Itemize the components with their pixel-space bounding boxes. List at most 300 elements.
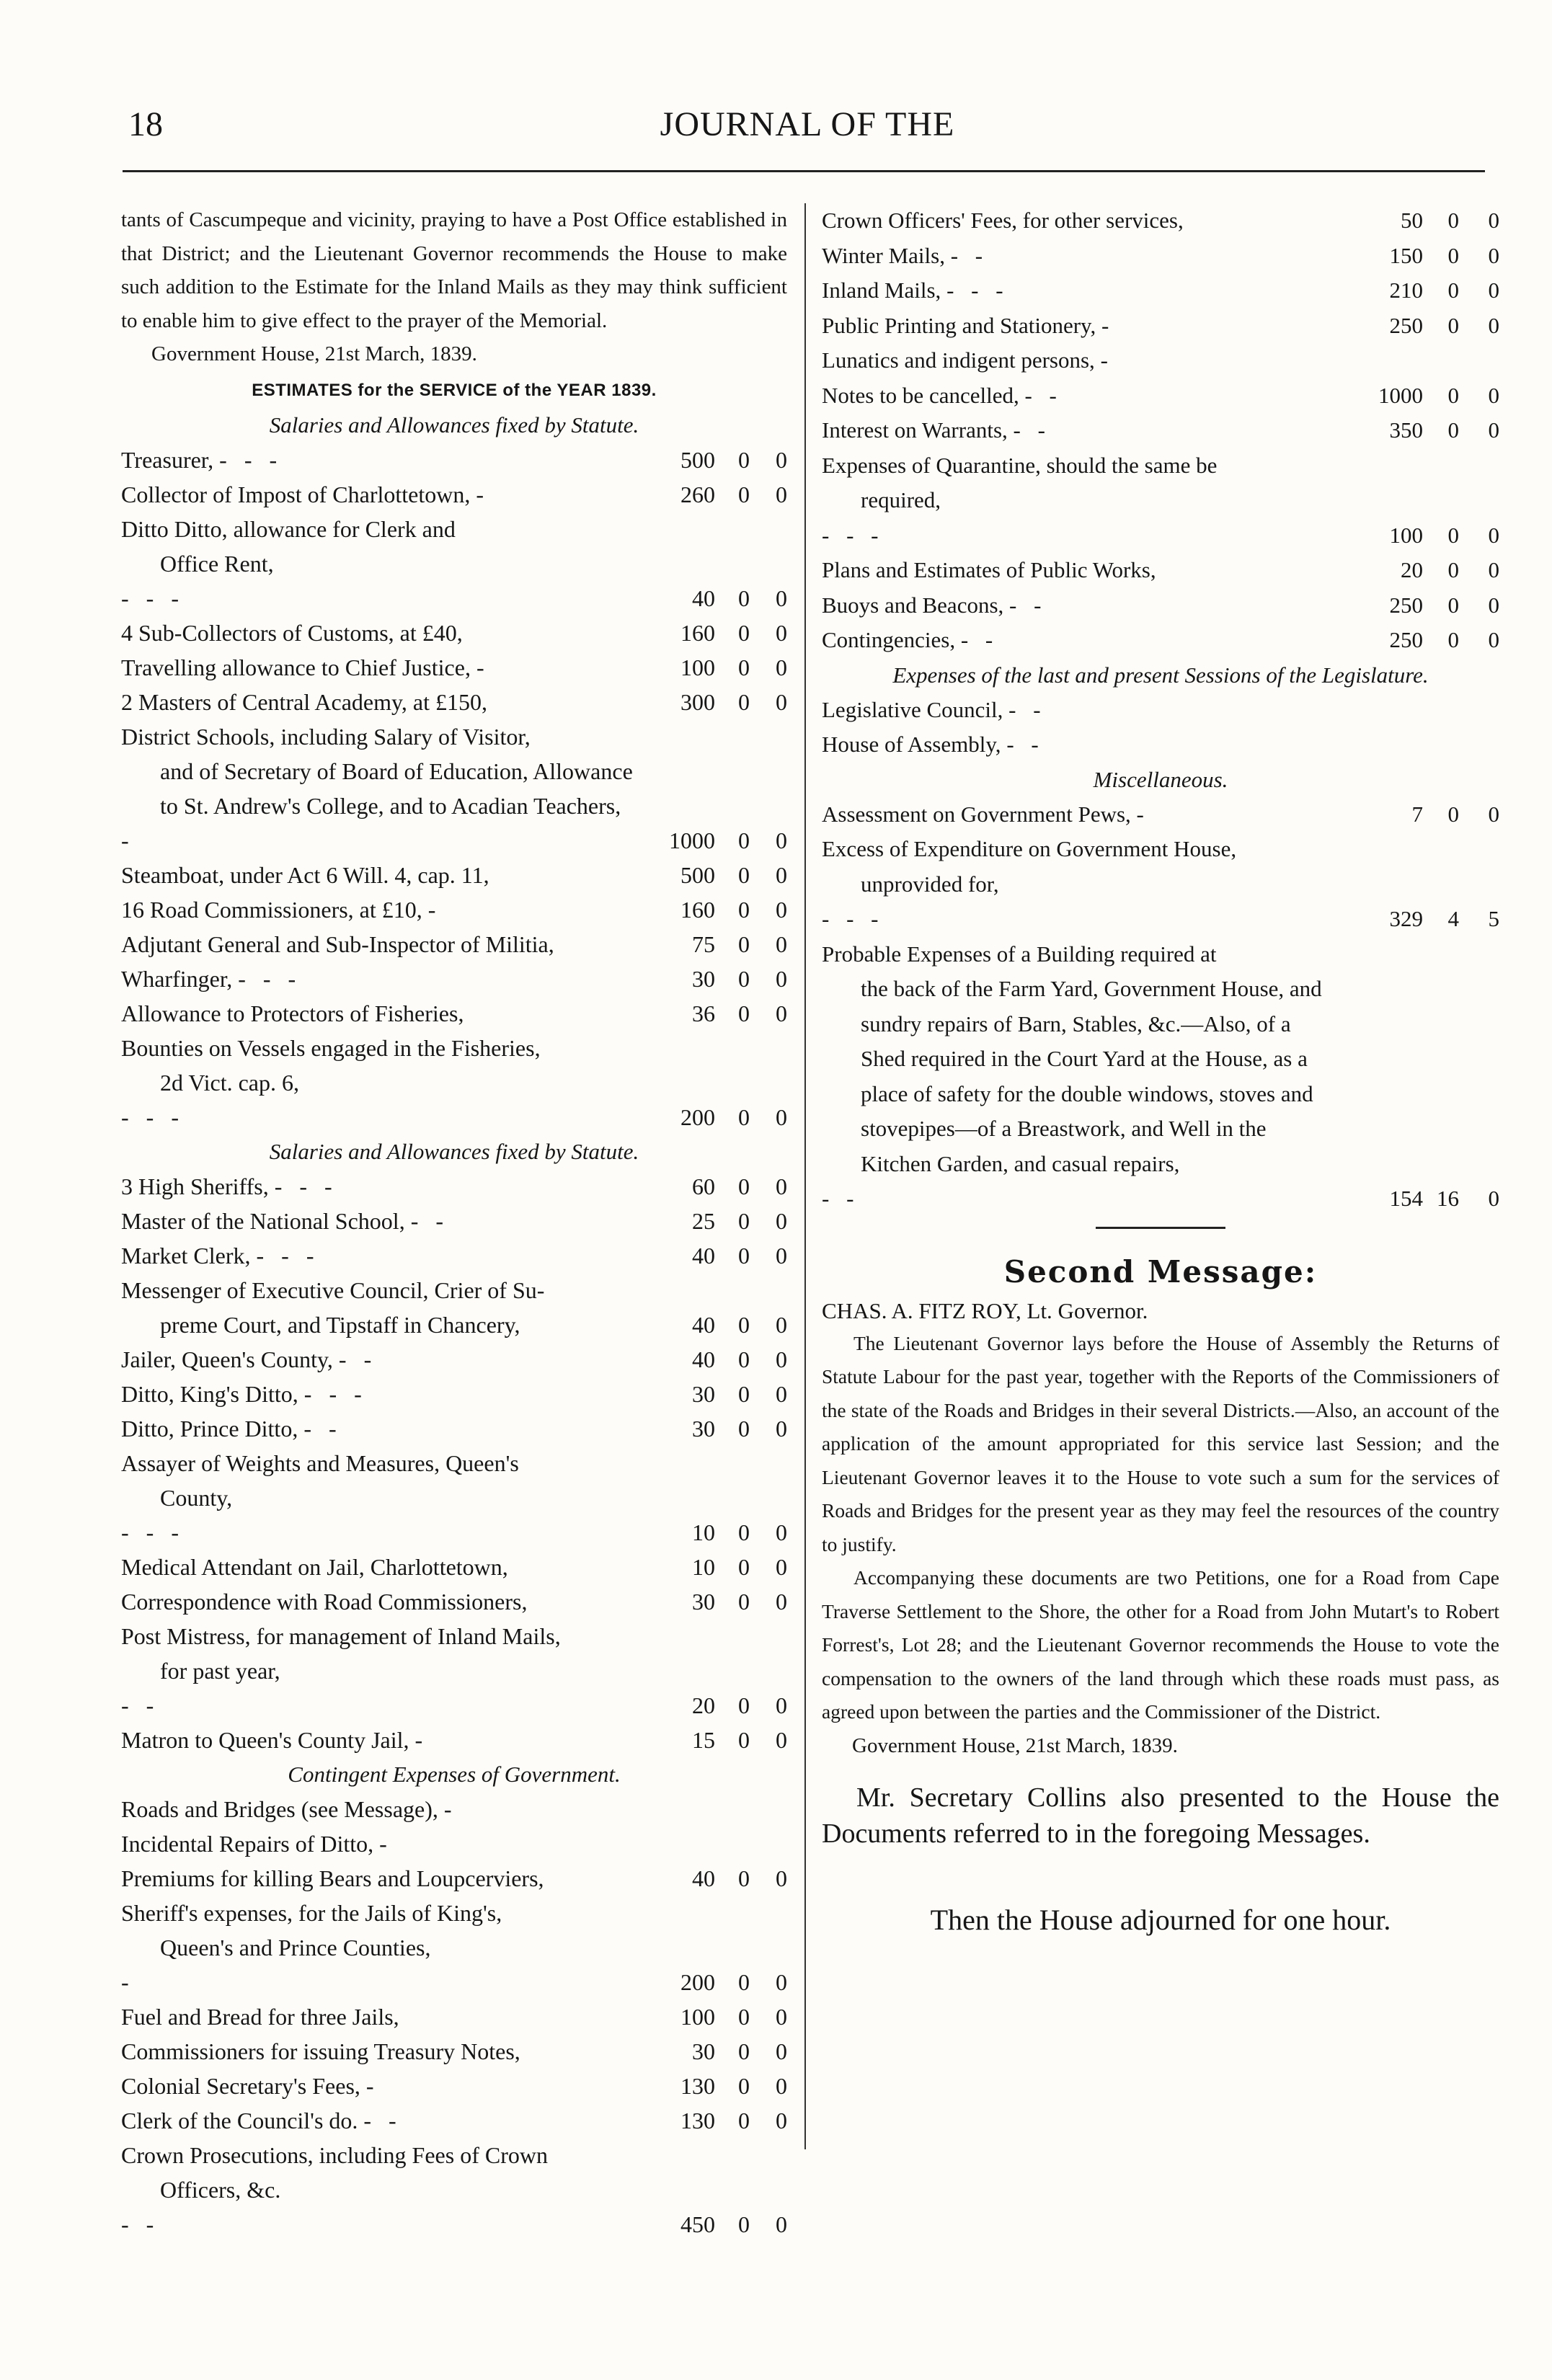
row-item: [121, 962, 636, 996]
amount-pence: 0: [776, 2004, 787, 2030]
row-item: [822, 623, 1334, 658]
estimate-row: [121, 858, 787, 892]
row-amount: [636, 1307, 787, 1342]
row-item: [121, 2034, 636, 2069]
row-item: [822, 797, 1334, 832]
row-amount: [636, 1723, 787, 1757]
estimate-row: [121, 1238, 787, 1273]
leader-dashes: -: [443, 1796, 458, 1822]
row-amount: [636, 1238, 787, 1273]
amount-shillings: 0: [738, 897, 750, 923]
row-item: [822, 553, 1334, 588]
row-amount: [636, 858, 787, 892]
row-label: Winter Mails,: [822, 242, 945, 268]
row-item: [121, 996, 636, 1031]
amount-shillings: 0: [738, 862, 750, 888]
amount-shillings: 0: [738, 1243, 750, 1269]
amount-pounds: 250: [1389, 312, 1423, 338]
amount-pounds: 300: [680, 689, 715, 715]
leader-dashes: -: [1101, 312, 1115, 338]
amount-shillings: 0: [1447, 277, 1459, 303]
row-item: [121, 1896, 636, 1999]
row-item: [121, 1999, 636, 2034]
amount-shillings: 0: [738, 447, 750, 473]
amount-pence: 0: [776, 620, 787, 646]
running-title: JOURNAL OF THE: [660, 105, 955, 143]
row-amount: [636, 2034, 787, 2069]
amount-pence: 0: [776, 1208, 787, 1234]
amount-pence: 0: [1488, 242, 1499, 268]
amount-shillings: 0: [1447, 627, 1459, 652]
row-amount: [636, 685, 787, 719]
amount-pence: 0: [776, 931, 787, 957]
row-amount: [636, 927, 787, 962]
estimate-row: [121, 685, 787, 719]
row-amount: [1334, 308, 1499, 344]
amount-shillings: 0: [738, 2108, 750, 2133]
row-amount: [636, 996, 787, 1031]
amount-shillings: 0: [1447, 312, 1459, 338]
row-label: Excess of Expenditure on Government House,: [822, 836, 1237, 861]
estimate-row: [121, 1619, 787, 1723]
row-item: [822, 413, 1334, 448]
amount-pence: 0: [776, 966, 787, 992]
leader-dashes: - - -: [822, 906, 884, 931]
legislature-rows: [822, 693, 1499, 763]
row-item: [822, 239, 1334, 274]
row-item: [121, 1273, 636, 1342]
row-item: [121, 1342, 636, 1377]
amount-shillings: 0: [1447, 557, 1459, 582]
row-label: Incidental Repairs of Ditto,: [121, 1831, 374, 1857]
section-rows: [121, 1169, 787, 1757]
row-item: [121, 1169, 636, 1204]
leader-dashes: - - -: [256, 1243, 320, 1269]
row-label: Adjutant General and Sub-Inspector of Militia,: [121, 931, 554, 957]
row-item: [121, 1377, 636, 1411]
page-number: 18: [128, 105, 163, 143]
amount-pounds: 30: [692, 2038, 715, 2064]
amount-pence: 0: [1488, 627, 1499, 652]
amount-pence: 0: [776, 585, 787, 611]
row-label: Ditto Ditto, allowance for Clerk and: [121, 516, 456, 542]
estimate-row: [121, 962, 787, 996]
amount-pence: 0: [776, 862, 787, 888]
row-item: [121, 650, 636, 685]
row-label: Treasurer,: [121, 447, 214, 473]
row-label-continued: County,: [160, 1485, 233, 1511]
row-item: [121, 1204, 636, 1238]
row-item: [121, 512, 636, 616]
estimate-rows-continued: [822, 203, 1499, 658]
row-label: Expenses of Quarantine, should the same be: [822, 452, 1218, 478]
amount-pounds: 50: [1401, 208, 1423, 233]
row-label: Market Clerk,: [121, 1243, 251, 1269]
row-item: [121, 616, 636, 650]
leader-dashes: - -: [1008, 696, 1047, 722]
leader-dashes: - -: [1009, 592, 1047, 618]
row-amount: [636, 2069, 787, 2103]
column-divider: [804, 203, 806, 2149]
estimate-row: [822, 343, 1499, 378]
estimate-row: [121, 1999, 787, 2034]
row-label-continued: Officers, &c.: [160, 2177, 281, 2203]
row-amount: [636, 823, 787, 858]
estimate-row: [121, 477, 787, 512]
row-label: District Schools, including Salary of Visitor,: [121, 724, 531, 750]
row-amount: [1334, 588, 1499, 623]
amount-pence: 0: [1488, 1186, 1499, 1211]
row-label: Correspondence with Road Commissioners,: [121, 1589, 528, 1615]
row-item: [121, 1723, 636, 1757]
amount-pence: 0: [776, 1000, 787, 1026]
amount-pounds: 7: [1411, 801, 1423, 827]
leader-dashes: - -: [950, 242, 989, 268]
leader-dashes: -: [414, 1727, 429, 1753]
row-item: [822, 343, 1334, 378]
amount-pence: 0: [1488, 522, 1499, 548]
row-item: [121, 1411, 636, 1446]
amount-shillings: 0: [738, 481, 750, 507]
amount-pence: 5: [1488, 906, 1499, 931]
amount-pence: 0: [776, 1589, 787, 1615]
governor-line: CHAS. A. FITZ ROY, Lt. Governor.: [822, 1297, 1148, 1323]
section-heading: Salaries and Allowances fixed by Statute.: [269, 412, 639, 438]
row-amount: [636, 962, 787, 996]
row-label: Roads and Bridges (see Message),: [121, 1796, 438, 1822]
estimate-row: [822, 273, 1499, 308]
amount-pence: 0: [776, 1692, 787, 1718]
amount-pounds: 75: [692, 931, 715, 957]
row-label: Premiums for killing Bears and Loupcerviers,: [121, 1865, 544, 1891]
row-label: Contingencies,: [822, 627, 956, 652]
row-label: 3 High Sheriffs,: [121, 1173, 269, 1199]
amount-pence: 0: [776, 1554, 787, 1580]
row-item: [121, 1446, 636, 1550]
estimate-row: [121, 616, 787, 650]
row-label: Colonial Secretary's Fees,: [121, 2073, 360, 2099]
row-item: [822, 308, 1334, 344]
estimate-row: [822, 203, 1499, 239]
leader-dashes: - - -: [274, 1173, 338, 1199]
row-amount: [1334, 413, 1499, 448]
amount-pounds: 10: [692, 1519, 715, 1545]
row-item: [121, 719, 636, 858]
amount-pence: 0: [776, 1243, 787, 1269]
row-label: Jailer, Queen's County,: [121, 1346, 333, 1372]
amount-pounds: 30: [692, 966, 715, 992]
row-amount: [1334, 797, 1499, 832]
second-message-heading: Second Message:: [1003, 1253, 1318, 1289]
amount-pence: 0: [776, 1104, 787, 1130]
misc-rows: [822, 797, 1499, 1217]
row-item: [822, 203, 1334, 239]
amount-pounds: 100: [1389, 522, 1423, 548]
amount-pounds: 40: [692, 1312, 715, 1338]
amount-pence: 0: [1488, 277, 1499, 303]
estimate-row: [121, 443, 787, 477]
estimate-row: [121, 1342, 787, 1377]
amount-shillings: 0: [738, 1969, 750, 1995]
row-amount: [1334, 273, 1499, 308]
row-amount: [636, 1411, 787, 1446]
row-item: [121, 477, 636, 512]
leader-dashes: - - -: [238, 966, 302, 992]
estimate-row: [121, 2138, 787, 2242]
leader-dashes: -: [427, 897, 442, 923]
estimate-row: [121, 1584, 787, 1619]
row-label: Post Mistress, for management of Inland Mails,: [121, 1623, 561, 1649]
amount-shillings: 0: [738, 1208, 750, 1234]
amount-pence: 0: [776, 2038, 787, 2064]
amount-pounds: 210: [1389, 277, 1423, 303]
amount-shillings: 0: [738, 689, 750, 715]
row-label: Bounties on Vessels engaged in the Fisheries,: [121, 1035, 541, 1061]
amount-pence: 0: [776, 1416, 787, 1442]
row-label: 2 Masters of Central Academy, at £150,: [121, 689, 488, 715]
row-label-continued: required,: [861, 487, 941, 512]
estimate-row: [121, 1792, 787, 1826]
row-label: Ditto, Prince Ditto,: [121, 1416, 298, 1442]
amount-shillings: 0: [738, 1519, 750, 1545]
amount-pounds: 15: [692, 1727, 715, 1753]
leader-dashes: -: [121, 827, 135, 853]
amount-pence: 0: [1488, 801, 1499, 827]
amount-pence: 0: [776, 1519, 787, 1545]
row-amount: [1334, 518, 1499, 554]
amount-shillings: 0: [738, 1589, 750, 1615]
leader-dashes: - -: [1013, 417, 1051, 443]
leader-dashes: -: [476, 654, 490, 680]
amount-pence: 0: [776, 2108, 787, 2133]
row-item: [121, 2103, 636, 2138]
row-label-continued: 2d Vict. cap. 6,: [160, 1070, 299, 1096]
row-item: [121, 1584, 636, 1619]
estimate-row: [121, 1896, 787, 1999]
amount-pounds: 130: [680, 2108, 715, 2133]
amount-shillings: 0: [738, 1000, 750, 1026]
header-rule: [123, 170, 1485, 172]
row-item: [822, 273, 1334, 308]
leader-dashes: - -: [303, 1416, 342, 1442]
row-label: Lunatics and indigent persons,: [822, 347, 1095, 373]
amount-pounds: 500: [680, 447, 715, 473]
collins-paragraph: Mr. Secretary Collins also presented to the House the Documents referred to in the foregoing Messages.: [822, 1782, 1499, 1849]
row-amount: [1334, 553, 1499, 588]
amount-pounds: 40: [692, 1346, 715, 1372]
amount-pence: 0: [776, 1865, 787, 1891]
row-label: Matron to Queen's County Jail,: [121, 1727, 409, 1753]
leader-dashes: -: [1100, 347, 1114, 373]
row-amount: [636, 2207, 787, 2242]
row-label: Probable Expenses of a Building required at: [822, 941, 1217, 967]
intro-paragraph: tants of Cascumpeque and vicinity, praying to have a Post Office established in that District; and the Lieutenant Governor recommends the House to make such addition to the Estimate for the Inland Mails as they may think sufficient to enable him to give effect to the prayer of the Memorial.: [121, 208, 787, 332]
amount-pounds: 30: [692, 1416, 715, 1442]
amount-pence: 0: [776, 1312, 787, 1338]
row-amount: [636, 1688, 787, 1723]
row-amount: [1334, 378, 1499, 414]
estimate-row: [121, 2034, 787, 2069]
row-item: [121, 1619, 636, 1723]
amount-pence: 0: [1488, 312, 1499, 338]
amount-pounds: 10: [692, 1554, 715, 1580]
estimate-row: [822, 413, 1499, 448]
estimate-row: [121, 1550, 787, 1584]
amount-pence: 0: [776, 1346, 787, 1372]
estimate-row: [822, 239, 1499, 274]
amount-shillings: 0: [1447, 592, 1459, 618]
amount-pounds: 1000: [669, 827, 715, 853]
row-label: Buoys and Beacons,: [822, 592, 1004, 618]
leader-dashes: - -: [410, 1208, 449, 1234]
row-amount: [636, 650, 787, 685]
leader-dashes: - -: [822, 1186, 860, 1211]
estimate-row: [121, 512, 787, 616]
amount-pounds: 154: [1389, 1186, 1423, 1211]
amount-shillings: 16: [1437, 1186, 1459, 1211]
amount-pounds: 160: [680, 620, 715, 646]
amount-pounds: 250: [1389, 627, 1423, 652]
leader-dashes: - -: [1006, 732, 1045, 757]
row-amount: [636, 1999, 787, 2034]
row-amount: [636, 581, 787, 616]
row-label: Clerk of the Council's do.: [121, 2108, 358, 2133]
section-heading: Contingent Expenses of Government.: [288, 1762, 621, 1787]
amount-shillings: 0: [738, 654, 750, 680]
row-item: [822, 693, 1334, 728]
amount-pounds: 130: [680, 2073, 715, 2099]
amount-pounds: 350: [1389, 417, 1423, 443]
row-label-continued: Queen's and Prince Counties,: [160, 1935, 431, 1961]
estimate-row: [121, 1411, 787, 1446]
message-signature: Government House, 21st March, 1839.: [852, 1733, 1178, 1757]
leader-dashes: - -: [121, 1692, 160, 1718]
amount-shillings: 0: [738, 1346, 750, 1372]
leader-dashes: - - -: [303, 1381, 368, 1407]
amount-pounds: 60: [692, 1173, 715, 1199]
leader-dashes: -: [121, 1969, 135, 1995]
leader-dashes: -: [476, 481, 490, 507]
adjourn-line: Then the House adjourned for one hour.: [930, 1903, 1391, 1936]
amount-pence: 0: [776, 689, 787, 715]
amount-pounds: 150: [1389, 242, 1423, 268]
row-label-continued: preme Court, and Tipstaff in Chancery,: [160, 1312, 520, 1338]
amount-pounds: 36: [692, 1000, 715, 1026]
row-amount: [1334, 1181, 1499, 1217]
row-label: Inland Mails,: [822, 277, 941, 303]
amount-shillings: 0: [1447, 382, 1459, 408]
amount-pounds: 329: [1389, 906, 1423, 931]
row-label: Notes to be cancelled,: [822, 382, 1019, 408]
estimate-row: [822, 623, 1499, 658]
row-item: [121, 927, 636, 962]
estimate-row: [121, 1169, 787, 1204]
amount-shillings: 0: [738, 2004, 750, 2030]
estimate-row: [121, 650, 787, 685]
row-item: [121, 443, 636, 477]
misc-heading: Miscellaneous.: [1093, 766, 1228, 792]
row-item: [121, 858, 636, 892]
amount-shillings: 0: [738, 2038, 750, 2064]
row-item: [121, 1826, 636, 1861]
amount-shillings: 0: [738, 1381, 750, 1407]
amount-pence: 0: [776, 2073, 787, 2099]
amount-pounds: 100: [680, 654, 715, 680]
amount-shillings: 0: [1447, 522, 1459, 548]
estimate-sections: [121, 408, 787, 2242]
row-label: Steamboat, under Act 6 Will. 4, cap. 11,: [121, 862, 489, 888]
estimate-row: [121, 1377, 787, 1411]
estimate-row: [822, 727, 1499, 763]
estimate-row: [121, 1446, 787, 1550]
amount-pounds: 500: [680, 862, 715, 888]
amount-shillings: 0: [738, 1865, 750, 1891]
amount-pounds: 1000: [1378, 382, 1423, 408]
row-label: Crown Officers' Fees, for other services,: [822, 208, 1184, 233]
amount-pence: 0: [1488, 208, 1499, 233]
row-label: Wharfinger,: [121, 966, 233, 992]
amount-shillings: 0: [738, 585, 750, 611]
row-label: Plans and Estimates of Public Works,: [822, 557, 1156, 582]
row-label: Ditto, King's Ditto,: [121, 1381, 298, 1407]
amount-pence: 0: [1488, 417, 1499, 443]
row-label: Master of the National School,: [121, 1208, 405, 1234]
leader-dashes: -: [1136, 801, 1150, 827]
amount-pence: 0: [1488, 382, 1499, 408]
estimate-row: [822, 693, 1499, 728]
amount-pounds: 450: [680, 2211, 715, 2237]
leader-dashes: - -: [363, 2108, 402, 2133]
estimate-row: [121, 1273, 787, 1342]
estimate-row: [121, 1723, 787, 1757]
row-item: [121, 685, 636, 719]
estimate-row: [121, 892, 787, 927]
amount-shillings: 0: [1447, 242, 1459, 268]
row-label-continued: Office Rent,: [160, 551, 274, 577]
row-item: [822, 588, 1334, 623]
row-amount: [636, 443, 787, 477]
amount-pounds: 30: [692, 1381, 715, 1407]
amount-shillings: 0: [738, 1416, 750, 1442]
amount-pounds: 160: [680, 897, 715, 923]
row-amount: [1334, 902, 1499, 937]
row-item: [121, 892, 636, 927]
estimate-row: [121, 2103, 787, 2138]
row-label: Sheriff's expenses, for the Jails of King's,: [121, 1900, 502, 1926]
row-amount: [636, 1100, 787, 1135]
row-label: Crown Prosecutions, including Fees of Crown: [121, 2142, 548, 2168]
section-heading: Salaries and Allowances fixed by Statute.: [269, 1139, 639, 1164]
amount-pounds: 200: [680, 1969, 715, 1995]
amount-pounds: 40: [692, 1865, 715, 1891]
amount-pounds: 250: [1389, 592, 1423, 618]
amount-pence: 0: [776, 447, 787, 473]
amount-shillings: 0: [738, 620, 750, 646]
estimate-row: [121, 1204, 787, 1238]
page-header: [123, 105, 1492, 155]
estimate-row: [822, 308, 1499, 344]
estimate-row: [822, 378, 1499, 414]
row-label: Interest on Warrants,: [822, 417, 1008, 443]
row-amount: [1334, 239, 1499, 274]
amount-pence: 0: [776, 2211, 787, 2237]
row-amount: [636, 892, 787, 927]
row-label: Medical Attendant on Jail, Charlottetown,: [121, 1554, 508, 1580]
row-amount: [636, 616, 787, 650]
leader-dashes: - - -: [121, 1104, 185, 1130]
estimate-row: [121, 1826, 787, 1861]
row-label: Legislative Council,: [822, 696, 1003, 722]
